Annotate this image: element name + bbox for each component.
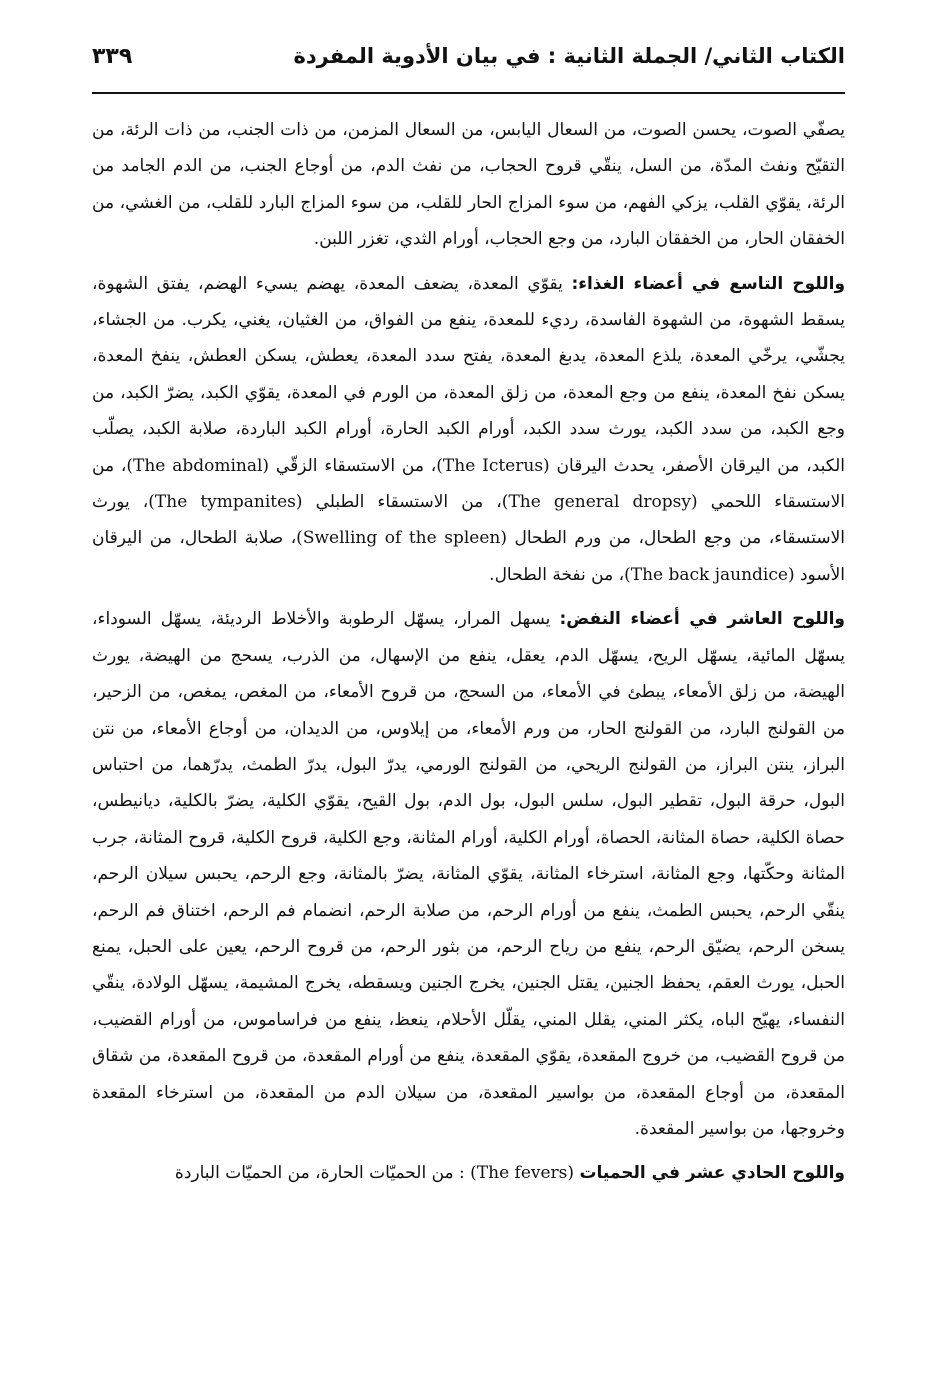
paragraph-text: يصفّي الصوت، يحسن الصوت، من السعال اليابس، من السعال المزمن، من ذات الجنب، من ذات الرئة، من التقيّح ونفث المدّة، من السل، ينقّي قروح الحجاب، من نفث الدم، من أوجاع الجنب، من الدم الجامد من الرئة، يقوّي القلب، يزكي الفهم، من سوء المزاج الحار للقلب، من سوء المزاج البارد للقلب، من الغشي، من الخفقان الحار، من الخفقان البارد، من وجع الحجاب، أورام الثدي، تغزر اللبن. — [92, 120, 845, 250]
paragraph-text: يسهل المرار، يسهّل الرطوبة والأخلاط الرديئة، يسهّل السوداء، يسهّل المائية، يسهّل الريح، يسهّل الدم، يعقل، ينفع من الإسهال، من الذرب، يسحج من الهيضة، يورث الهيضة، من زلق الأمعاء، يبطئ في الأمعاء، من السحج، من قروح الأمعاء، من المغص، يمغص، من الزحير، من القولنج البارد، من القولنج الحار، من ورم الأمعاء، من إيلاوس، من الديدان، من أوجاع الأمعاء، من نتن البراز، ينتن البراز، من القولنج الريحي، من القولنج الورمي، يدرّ البول، يدرّ الطمث، يدرّهما، من احتباس البول، حرقة البول، تقطير البول، سلس البول، بول الدم، بول القيح، يقوّي الكلية، يضرّ بالكلية، ديانيطس، حصاة الكلية، حصاة المثانة، الحصاة، أورام الكلية، أورام المثانة، وجع الكلية، قروح الكلية، قروح المثانة، جرب المثانة وحكّتها، وجع المثانة، استرخاء المثانة، يقوّي المثانة، يضرّ بالمثانة، وجع الرحم، يحبس سيلان الرحم، ينقّي الرحم، يحبس الطمث، ينفع من أورام الرحم، من صلابة الرحم، انضمام فم الرحم، اختناق فم الرحم، يسخن الرحم، يضيّق الرحم، ينفع من رياح الرحم، من بثور الرحم، من قروح الرحم، يعين على الحبل، يمنع الحبل، يورث العقم، يحفظ الجنين، يقتل الجنين، يخرج الجنين ويسقطه، يخرج المشيمة، يسهّل الولادة، ينقّي النفساء، يهيّج الباه، يكثر المني، يقلل المني، يقلّل الأحلام، ينعظ، ينفع من فراساموس، من أورام القضيب، من قروح القضيب، من خروج المقعدة، يقوّي المقعدة، ينفع من أورام المقعدة، من قروح المقعدة، من شقاق المقعدة، من أوجاع المقعدة، من بواسير المقعدة، من سيلان الدم من المقعدة، من استرخاء المقعدة وخروجها، من بواسير المقعدة. — [92, 609, 845, 1139]
page-header — [92, 40, 845, 94]
page-body — [92, 112, 845, 1200]
paragraph-text: يقوّي المعدة، يضعف المعدة، يهضم يسيء الهضم، يفتق الشهوة، يسقط الشهوة، من الشهوة الفاسدة، رديء للمعدة، ينفع من الفواق، من الغثيان، يغني، يكرب. من الجشاء، يجشّي، يرخّي المعدة، يلذع المعدة، يدبغ المعدة، يفتح سدد المعدة، يعطش، يسكن العطش، ينفخ المعدة، يسكن نفخ المعدة، ينفع من وجع المعدة، من زلق المعدة، من الورم في المعدة، يقوّي الكبد، يضرّ الكبد، من وجع الكبد، من سدد الكبد، يورث سدد الكبد، أورام الكبد الحارة، أورام الكبد الباردة، صلابة الكبد، يصلّب الكبد، من اليرقان الأصفر، يحدث اليرقان (The Icterus)، من الاستسقاء الزقّي (The abdominal)، من الاستسقاء اللحمي (The general dropsy)، من الاستسقاء الطبلي (The tympanites)، يورث الاستسقاء، من وجع الطحال، من ورم الطحال (Swelling of the spleen)، صلابة الطحال، من اليرقان الأسود (The back jaundice)، من نفخة الطحال. — [92, 273, 845, 585]
section-heading: واللوح العاشر في أعضاء النفض: — [559, 609, 845, 630]
paragraph-eleventh-tablet — [92, 1155, 845, 1191]
paragraph-tenth-tablet — [92, 601, 845, 1147]
section-heading: واللوح التاسع في أعضاء الغذاء: — [571, 273, 846, 294]
running-title: الكتاب الثاني/ الجملة الثانية : في بيان الأدوية المفردة — [293, 44, 845, 68]
paragraph-ninth-tablet — [92, 266, 845, 594]
paragraph-text: (The fevers) : من الحميّات الحارة، من الحميّات الباردة — [174, 1163, 575, 1184]
section-heading: واللوح الحادي عشر في الحميات — [579, 1163, 845, 1184]
paragraph-lung-heart — [92, 112, 845, 258]
page-number: ٣٣٩ — [92, 44, 133, 69]
